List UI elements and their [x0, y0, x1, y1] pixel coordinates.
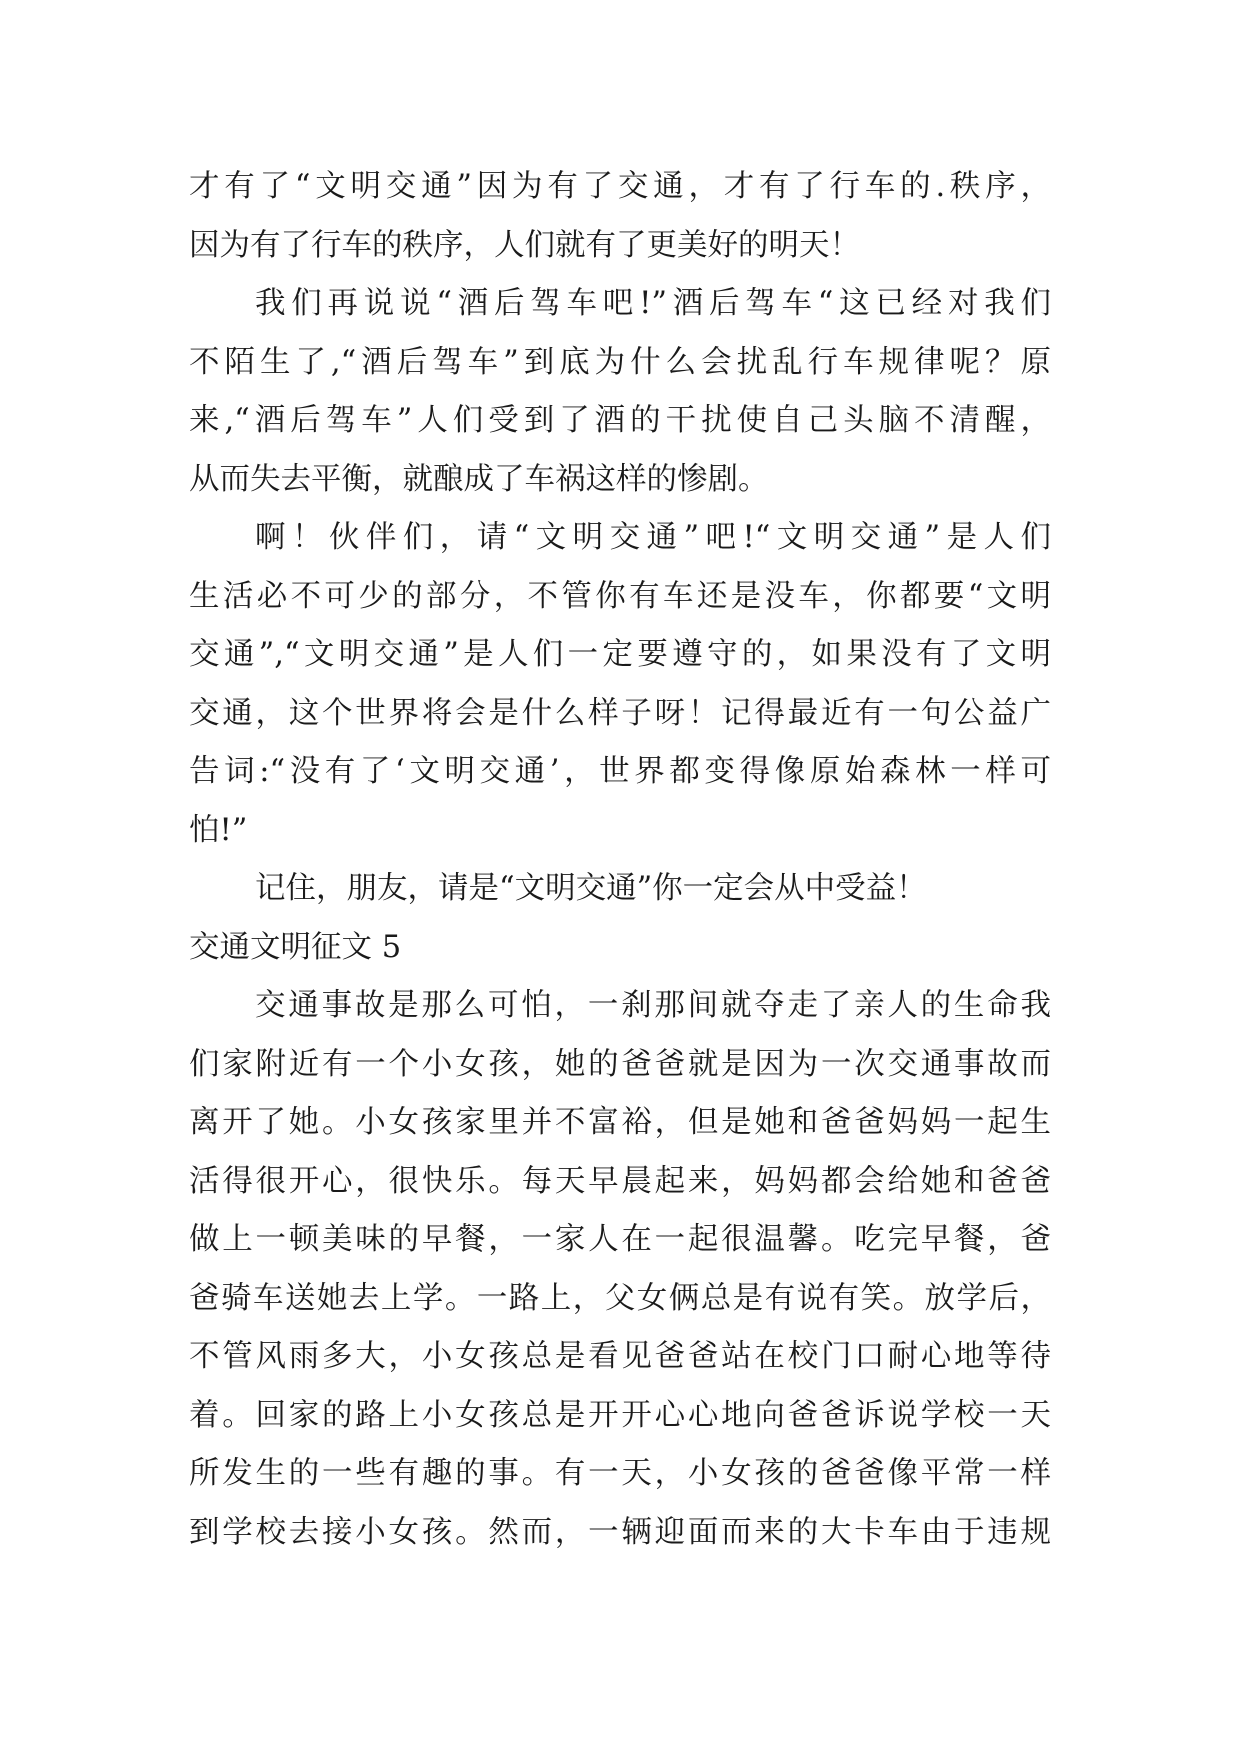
text-line: 生活必不可少的部分，不管你有车还是没车，你都要“文明 — [189, 578, 1051, 614]
paragraph-start-line: 交通事故是那么可怕，一刹那间就夺走了亲人的生命我 — [255, 988, 1051, 1023]
text-line: 交通，这个世界将会是什么样子呀！记得最近有一句公益广 — [189, 695, 1051, 731]
text-line: 来,“酒后驾车”人们受到了酒的干扰使自己头脑不清醒， — [189, 403, 1051, 438]
text-line: 才有了“文明交通”因为有了交通，才有了行车的.秩序， — [189, 169, 1051, 204]
text-line: 们家附近有一个小女孩，她的爸爸就是因为一次交通事故而 — [189, 1046, 1051, 1082]
text-line: 做上一顿美味的早餐，一家人在一起很温馨。吃完早餐，爸 — [189, 1222, 1051, 1257]
text-line: 告词:“没有了‘文明交通’，世界都变得像原始森林一样可 — [189, 754, 1051, 789]
text-line: 不管风雨多大，小女孩总是看见爸爸站在校门口耐心地等待 — [189, 1339, 1051, 1374]
section-heading: 交通文明征文 5 — [189, 929, 402, 965]
paragraph-start-line: 我们再说说“酒后驾车吧!”酒后驾车“这已经对我们 — [255, 286, 1051, 321]
text-line: 怕!” — [189, 812, 248, 848]
text-line: 从而失去平衡，就酿成了车祸这样的惨剧。 — [189, 461, 769, 497]
text-line: 到学校去接小女孩。然而，一辆迎面而来的大卡车由于违规 — [189, 1514, 1051, 1550]
text-line: 活得很开心，很快乐。每天早晨起来，妈妈都会给她和爸爸 — [189, 1163, 1051, 1199]
text-line: 离开了她。小女孩家里并不富裕，但是她和爸爸妈妈一起生 — [189, 1105, 1051, 1140]
text-line: 所发生的一些有趣的事。有一天，小女孩的爸爸像平常一样 — [189, 1456, 1051, 1491]
text-line: 着。回家的路上小女孩总是开开心心地向爸爸诉说学校一天 — [189, 1397, 1051, 1433]
paragraph-start-line: 记住，朋友，请是“文明交通”你一定会从中受益！ — [255, 871, 927, 906]
text-line: 爸骑车送她去上学。一路上，父女俩总是有说有笑。放学后， — [189, 1280, 1051, 1316]
text-line: 因为有了行车的秩序，人们就有了更美好的明天！ — [189, 227, 860, 263]
text-line: 不陌生了,“酒后驾车”到底为什么会扰乱行车规律呢？原 — [189, 344, 1051, 380]
paragraph-start-line: 啊！伙伴们，请“文明交通”吧!“文明交通”是人们 — [255, 520, 1051, 555]
text-line: 交通”,“文明交通”是人们一定要遵守的，如果没有了文明 — [189, 637, 1051, 672]
document-body — [189, 158, 1051, 1562]
